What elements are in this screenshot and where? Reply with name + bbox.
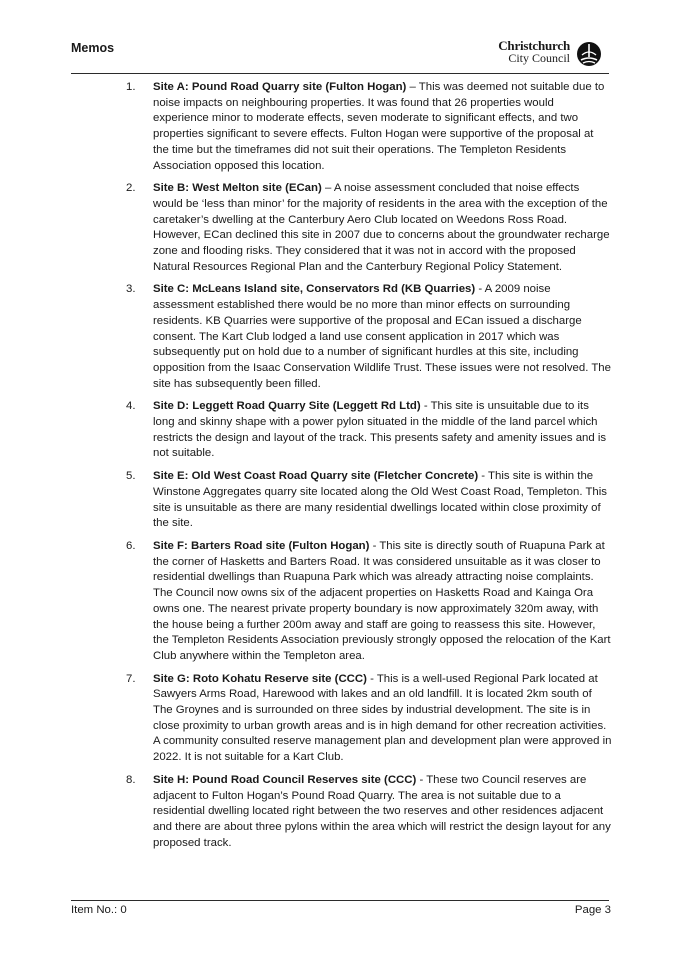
list-item <box>126 773 612 852</box>
list-item <box>126 282 612 392</box>
list-item-heading: Site A: Pound Road Quarry site (Fulton Hogan) <box>153 81 407 93</box>
logo-line-2: City Council <box>508 51 570 65</box>
list-item <box>126 181 612 275</box>
list-item-heading: Site B: West Melton site (ECan) <box>153 182 322 195</box>
list-item-number: 3. <box>126 283 136 296</box>
site-options-list <box>126 80 612 858</box>
footer-divider <box>71 900 609 901</box>
document-header-title: Memos <box>71 41 115 55</box>
list-item-text: - This site is unsuitable due to its long and skinny shape with a power pylon situated in the middle of the land parcel which restricts the design and layout of the track. This presents safety and amenity issues and is not suitable. <box>153 400 607 460</box>
list-item <box>126 469 612 532</box>
list-item-heading: Site C: McLeans Island site, Conservators Rd (KB Quarries) <box>153 283 476 296</box>
logo-line-1: Christchurch <box>498 38 570 53</box>
list-item-text: - A 2009 noise assessment established there would be no more than minor effects on surrounding residents. KB Quarries were supportive of the proposal and ECan issued a discharge consent. The Kart Club lodged a land use consent application in 2017 which was subsequently put on hold due to a number of significant hurdles at this site, including opposition from the Isaac Conservation Wildlife Trust. These issues were not resolved. The site has subsequently been filled. <box>153 283 611 390</box>
list-item <box>126 539 612 665</box>
list-item-heading: Site G: Roto Kohatu Reserve site (CCC) <box>153 672 367 685</box>
list-item-text: – A noise assessment concluded that noise effects would be ‘less than minor’ for the majority of residents in the area with the exception of the caretaker’s dwelling at the Canterbury Aero Club located on Weedons Ross Road. However, ECan declined this site in 2007 due to concerns about the groundwater recharge zone and flooding risks. They considered that it was not in accord with the proposed Natural Resources Regional Plan and the Canterbury Regional Policy Statement. <box>153 182 610 273</box>
council-logo-text <box>498 40 570 64</box>
list-item <box>126 80 612 174</box>
list-item-number: 1. <box>126 81 136 93</box>
council-logo <box>496 40 602 70</box>
list-item-text: - These two Council reserves are adjacent to Fulton Hogan’s Pound Road Quarry. The area is not suitable due to a residential dwelling located right between the two reserves and other residences adjacent and there are about three pylons within the area which will restrict the design layout for any proposed track. <box>153 773 611 849</box>
footer-item-number: Item No.: 0 <box>71 904 127 916</box>
list-item-number: 2. <box>126 182 136 195</box>
list-item-text: - This site is directly south of Ruapuna Park at the corner of Hasketts and Barters Road. It was considered unsuitable as it was closer to residential dwellings than Ruapuna Park which was already attracting noise complaints. The Council now owns six of the adjacent properties on Hasketts Road and Kainga Ora owns one. The nearest private property boundary is now approximately 320m away, with the house being a further 200m away and staff are going to reassess this site. However, the Templeton Residents Association previously strongly opposed the relocation of the Kart Club anywhere within the Templeton area. <box>153 539 611 662</box>
list-item-heading: Site F: Barters Road site (Fulton Hogan) <box>153 539 370 552</box>
list-item-number: 4. <box>126 400 136 413</box>
list-item-text: - This is a well-used Regional Park located at Sawyers Arms Road, Harewood with lakes and an old landfill. It is located 2km south of The Groynes and is surrounded on three sides by industrial development. The site is in close proximity to urban growth areas and is in high demand for other recreation activities. A community consulted reserve management plan and development plan were approved in 2022. It is not suitable for a Kart Club. <box>153 672 612 764</box>
list-item-heading: Site H: Pound Road Council Reserves site (CCC) <box>153 773 417 786</box>
list-item <box>126 399 612 462</box>
list-item-number: 5. <box>126 470 136 483</box>
list-item-text: – This was deemed not suitable due to noise impacts on neighbouring properties. It was found that 26 properties would experience minor to moderate effects, seven moderate to significant effects, and two properties significant to severe effects. Fulton Hogan were supportive of the proposal at the time but the timeframes did not suit their operations. The Templeton Residents Association opposed this location. <box>153 81 605 172</box>
list-item-number: 6. <box>126 539 136 552</box>
council-emblem-icon <box>576 41 602 67</box>
header-divider <box>71 73 609 74</box>
list-item-heading: Site D: Leggett Road Quarry Site (Leggett Rd Ltd) <box>153 400 421 413</box>
footer-page-number: Page 3 <box>574 904 611 916</box>
list-item <box>126 672 612 766</box>
list-item-heading: Site E: Old West Coast Road Quarry site (Fletcher Concrete) <box>153 470 479 483</box>
list-item-number: 8. <box>126 773 136 786</box>
list-item-number: 7. <box>126 672 136 685</box>
list-item-text: - This site is within the Winstone Aggregates quarry site located along the Old West Coast Road, Templeton. This site is unsuitable as there are many residential dwellings located within close proximity of the site. <box>153 470 607 530</box>
